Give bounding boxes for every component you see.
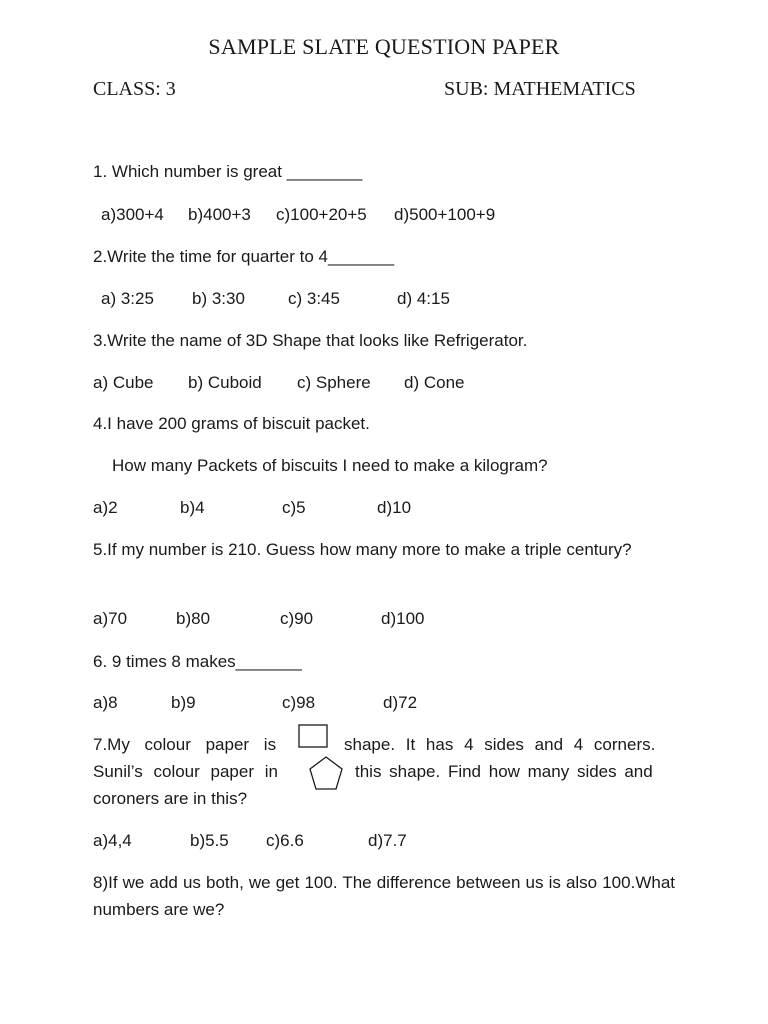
q1-option-b: b)400+3 <box>188 205 251 224</box>
question-4: 4.I have 200 grams of biscuit packet. <box>93 414 370 433</box>
q5-option-c: c)90 <box>280 609 314 628</box>
question-3: 3.Write the name of 3D Shape that looks like Refrigerator. <box>93 331 528 350</box>
subject-label: SUB: MATHEMATICS <box>444 78 636 100</box>
q3-option-d: d) Cone <box>404 373 465 392</box>
q5-option-d: d)100 <box>381 609 425 628</box>
q7-option-a: a)4,4 <box>93 831 132 850</box>
pentagon-shape-icon <box>306 754 346 794</box>
q2-option-c: c) 3:45 <box>288 289 340 308</box>
question-7-part-d: this shape. Find how many sides and <box>355 762 653 781</box>
q1-option-d: d)500+100+9 <box>394 205 496 224</box>
question-1: 1. Which number is great ________ <box>93 162 363 181</box>
question-7-part-a: 7.My colour paper is <box>93 735 277 754</box>
question-6: 6. 9 times 8 makes_______ <box>93 652 302 671</box>
q1-option-a: a)300+4 <box>101 205 164 224</box>
q7-option-d: d)7.7 <box>368 831 407 850</box>
q2-option-b: b) 3:30 <box>192 289 245 308</box>
q7-option-b: b)5.5 <box>190 831 229 850</box>
q3-option-b: b) Cuboid <box>188 373 262 392</box>
question-5: 5.If my number is 210. Guess how many more to make a triple century? <box>93 540 632 559</box>
q6-option-c: c)98 <box>282 693 316 712</box>
q3-option-c: c) Sphere <box>297 373 371 392</box>
question-7-part-b: shape. It has 4 sides and 4 corners. <box>344 735 656 754</box>
q4-option-d: d)10 <box>377 498 412 517</box>
q4-option-a: a)2 <box>93 498 118 517</box>
q1-option-c: c)100+20+5 <box>276 205 367 224</box>
class-label: CLASS: 3 <box>93 78 176 100</box>
q6-option-a: a)8 <box>93 693 118 712</box>
q6-option-b: b)9 <box>171 693 196 712</box>
q6-option-d: d)72 <box>383 693 418 712</box>
question-4-continued: How many Packets of biscuits I need to make a kilogram? <box>112 456 548 475</box>
question-8: 8)If we add us both, we get 100. The difference between us is also 100.What numbers are we? <box>93 873 675 919</box>
question-7-part-e: coroners are in this? <box>93 789 248 808</box>
square-shape-icon <box>298 724 330 750</box>
q5-option-a: a)70 <box>93 609 128 628</box>
q3-option-a: a) Cube <box>93 373 154 392</box>
q2-option-d: d) 4:15 <box>397 289 450 308</box>
question-7-part-c: Sunil’s colour paper in <box>93 762 278 781</box>
q2-option-a: a) 3:25 <box>101 289 154 308</box>
q7-option-c: c)6.6 <box>266 831 304 850</box>
paper-title: SAMPLE SLATE QUESTION PAPER <box>208 34 560 59</box>
question-2: 2.Write the time for quarter to 4_______ <box>93 247 395 266</box>
q4-option-c: c)5 <box>282 498 306 517</box>
q5-option-b: b)80 <box>176 609 211 628</box>
q4-option-b: b)4 <box>180 498 205 517</box>
